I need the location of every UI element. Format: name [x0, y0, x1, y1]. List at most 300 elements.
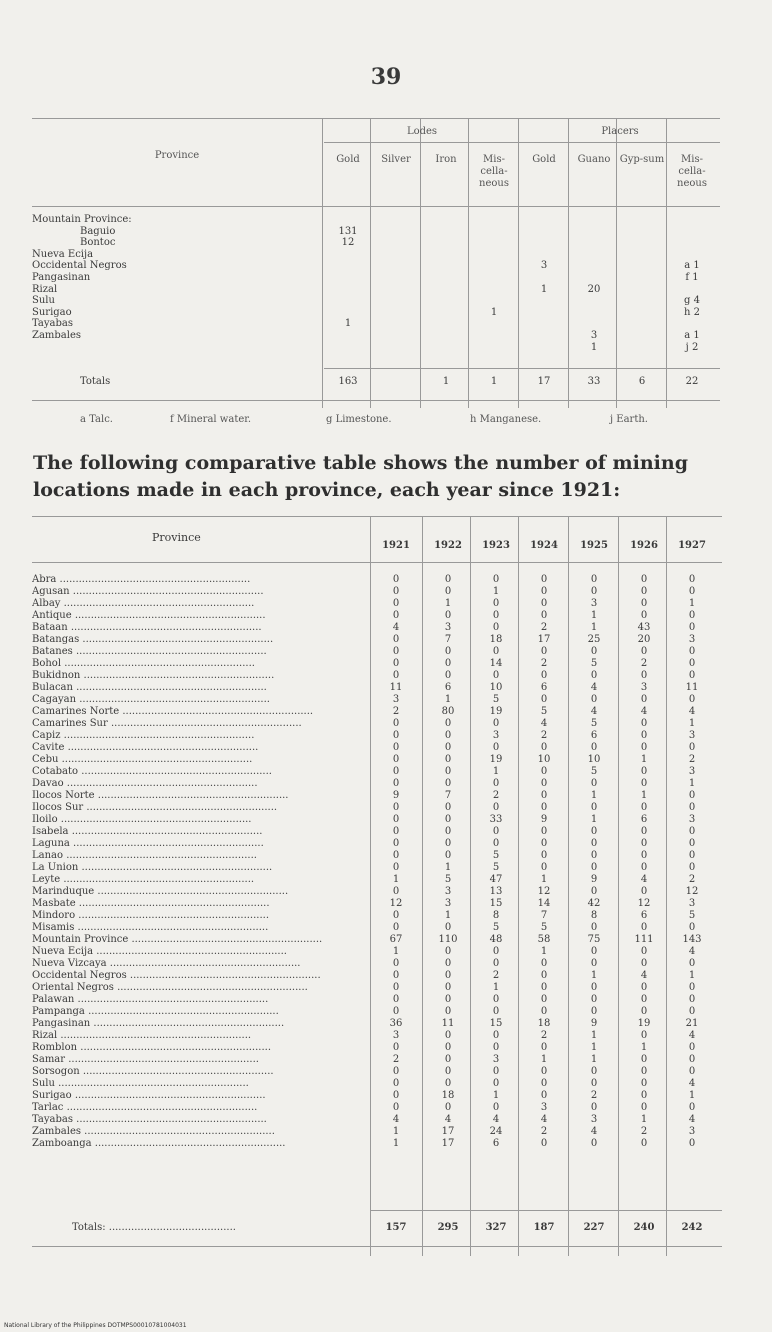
table-cell: 1 — [490, 306, 498, 318]
table-cell: 3 — [444, 622, 452, 633]
table-cell: 0 — [492, 838, 500, 849]
table-cell: 0 — [688, 982, 696, 993]
table-cell: 1 — [392, 1126, 400, 1137]
table-cell: 1 — [540, 1054, 548, 1065]
table-cell: 6 — [640, 814, 648, 825]
province-name: Cebu ............................................................ — [32, 754, 253, 765]
province-name: Zambales — [32, 330, 82, 341]
table-cell: 0 — [392, 1078, 400, 1089]
table-cell: 0 — [688, 658, 696, 669]
table-cell: 0 — [590, 778, 598, 789]
year-header: 1923 — [482, 540, 510, 551]
table-cell: 0 — [444, 994, 452, 1005]
table-cell: 3 — [688, 1126, 696, 1137]
page-number: 39 — [370, 64, 402, 90]
table-cell: 0 — [688, 694, 696, 705]
table-cell: 0 — [492, 802, 500, 813]
column-rule — [422, 516, 423, 1256]
table-cell: 1 — [640, 1042, 648, 1053]
table-cell: 0 — [492, 1102, 500, 1113]
province-name: Zamboanga ............................................................ — [32, 1138, 286, 1149]
table-cell: 0 — [492, 1078, 500, 1089]
table-cell: 0 — [540, 694, 548, 705]
province-name: Mountain Province: — [32, 214, 132, 225]
province-name: Pangasinan — [32, 272, 91, 283]
table-cell: 0 — [444, 1042, 452, 1053]
table-cell: 1 — [590, 790, 598, 801]
table-cell: 0 — [492, 1006, 500, 1017]
table-cell: 1 — [590, 1054, 598, 1065]
table-cell: 0 — [590, 1138, 598, 1149]
province-name: Davao ............................................................ — [32, 778, 258, 789]
table-cell: 0 — [640, 1090, 648, 1101]
table-cell: 0 — [640, 922, 648, 933]
total-cell: 33 — [587, 376, 601, 387]
province-name: Capiz ............................................................ — [32, 730, 255, 741]
table-cell: 1 — [590, 610, 598, 621]
table-cell: 0 — [640, 958, 648, 969]
column-header: Mis-cella-neous — [677, 154, 707, 189]
column-header: Gyp-sum — [619, 154, 665, 165]
table-cell: 0 — [444, 802, 452, 813]
province-name: Romblon ............................................................ — [32, 1042, 271, 1053]
table-cell: 143 — [682, 934, 702, 945]
province-name: Occidental Negros — [32, 260, 127, 272]
table-cell: 2 — [392, 706, 400, 717]
table-cell: 0 — [444, 826, 452, 837]
table-cell: 20 — [587, 283, 601, 295]
table-cell: 47 — [489, 874, 503, 885]
table-cell: 5 — [492, 850, 500, 861]
table-cell: 0 — [640, 886, 648, 897]
table-cell: 0 — [640, 850, 648, 861]
table-cell: 0 — [540, 742, 548, 753]
table-cell: 0 — [640, 946, 648, 957]
table-cell: 0 — [640, 646, 648, 657]
table-cell: 15 — [489, 1018, 503, 1029]
table-cell: 0 — [688, 922, 696, 933]
table-cell: 0 — [640, 1078, 648, 1089]
table-cell: 3 — [688, 814, 696, 825]
table-cell: 1 — [590, 1030, 598, 1041]
subheader-rule — [324, 142, 720, 143]
table-cell: 1 — [688, 598, 696, 609]
table-cell: 1 — [492, 1090, 500, 1101]
table-cell: 0 — [640, 586, 648, 597]
column-rule — [666, 118, 667, 408]
table-cell: 0 — [392, 778, 400, 789]
table-cell: 1 — [590, 814, 598, 825]
table-cell: 0 — [392, 922, 400, 933]
table-cell: 0 — [444, 946, 452, 957]
table-cell: 2 — [590, 1090, 598, 1101]
table-cell: h 2 — [684, 306, 700, 318]
province-name: Masbate ............................................................ — [32, 898, 270, 909]
table-cell: 0 — [688, 610, 696, 621]
table-cell: 6 — [590, 730, 598, 741]
table-cell: 0 — [444, 610, 452, 621]
table-cell: 0 — [640, 718, 648, 729]
table-cell: 0 — [444, 850, 452, 861]
table-cell: 0 — [444, 670, 452, 681]
table-cell: 0 — [688, 790, 696, 801]
table-cell: 1 — [590, 970, 598, 981]
table-cell: 19 — [489, 754, 503, 765]
table-cell: 7 — [444, 790, 452, 801]
total-cell: 327 — [485, 1222, 507, 1233]
table-cell: 0 — [540, 802, 548, 813]
table-cell: 0 — [392, 838, 400, 849]
footnote: j Earth. — [610, 414, 648, 425]
province-name: Tayabas ............................................................ — [32, 1114, 267, 1125]
table-cell: 0 — [640, 694, 648, 705]
table-cell: 4 — [590, 706, 598, 717]
table-cell: 3 — [492, 1054, 500, 1065]
table-cell: 0 — [688, 574, 696, 585]
province-name: Baguio — [80, 225, 116, 237]
table-cell: 6 — [444, 682, 452, 693]
table-cell: 0 — [540, 826, 548, 837]
table-cell: 0 — [392, 718, 400, 729]
table-cell: 4 — [444, 1114, 452, 1125]
table-cell: 43 — [637, 622, 651, 633]
totals-top-rule — [324, 368, 720, 369]
table-cell: 0 — [392, 574, 400, 585]
table-cell: 0 — [444, 1030, 452, 1041]
table-cell: 2 — [540, 622, 548, 633]
table-cell: 0 — [688, 862, 696, 873]
table-cell: 3 — [444, 898, 452, 909]
table-cell: 0 — [492, 646, 500, 657]
year-header: 1926 — [630, 540, 658, 551]
table-cell: 1 — [688, 718, 696, 729]
total-cell: 1 — [490, 376, 498, 387]
table-cell: 5 — [688, 910, 696, 921]
province-name: Batanes ............................................................ — [32, 646, 267, 657]
table-cell: 12 — [637, 898, 651, 909]
column-rule — [618, 516, 619, 1256]
total-cell: 1 — [442, 376, 450, 387]
table-cell: 0 — [590, 694, 598, 705]
table-cell: 18 — [537, 1018, 551, 1029]
total-cell: 187 — [533, 1222, 555, 1233]
province-name: Tarlac ............................................................ — [32, 1102, 258, 1113]
table-cell: 0 — [392, 658, 400, 669]
table-cell: 12 — [341, 237, 355, 249]
table-cell: 3 — [540, 1102, 548, 1113]
table-cell: 0 — [540, 778, 548, 789]
table-cell: 1 — [492, 766, 500, 777]
table-cell: 0 — [688, 802, 696, 813]
table-cell: 131 — [338, 225, 358, 237]
province-name: Zambales ............................................................ — [32, 1126, 275, 1137]
table-cell: 1 — [444, 598, 452, 609]
table-cell: 0 — [444, 1102, 452, 1113]
footnote: g Limestone. — [326, 414, 392, 425]
province-name: Isabela ............................................................ — [32, 826, 263, 837]
table-cell: 2 — [392, 1054, 400, 1065]
table-cell: 0 — [392, 994, 400, 1005]
table-cell: 0 — [540, 970, 548, 981]
province-name: Bukidnon ............................................................ — [32, 670, 275, 681]
table-bottom-rule — [32, 400, 720, 401]
table-cell: 0 — [540, 1138, 548, 1149]
table-cell: 0 — [444, 778, 452, 789]
table-cell: 0 — [590, 826, 598, 837]
table-cell: 4 — [540, 1114, 548, 1125]
table-cell: 11 — [685, 682, 699, 693]
table-cell: 0 — [640, 982, 648, 993]
table-cell: 0 — [688, 958, 696, 969]
province-name: Rizal — [32, 283, 58, 295]
table-cell: 0 — [590, 1066, 598, 1077]
table-cell: 17 — [537, 634, 551, 645]
footnote: a Talc. — [80, 414, 113, 425]
table-cell: 0 — [590, 922, 598, 933]
table-cell: 0 — [392, 646, 400, 657]
table-cell: 0 — [540, 1006, 548, 1017]
table-cell: 0 — [492, 1042, 500, 1053]
table-cell: 0 — [590, 886, 598, 897]
table-cell: 2 — [688, 754, 696, 765]
table-cell: 7 — [444, 634, 452, 645]
table-cell: 6 — [492, 1138, 500, 1149]
table-cell: 0 — [392, 970, 400, 981]
total-cell: 242 — [681, 1222, 703, 1233]
table-cell: 6 — [540, 682, 548, 693]
table-cell: 3 — [392, 694, 400, 705]
column-rule — [666, 516, 667, 1256]
table-cell: 0 — [492, 742, 500, 753]
table-cell: 4 — [688, 1078, 696, 1089]
table-cell: 8 — [590, 910, 598, 921]
table-cell: 0 — [444, 958, 452, 969]
table-cell: 2 — [540, 730, 548, 741]
table-cell: 0 — [540, 646, 548, 657]
table-cell: 0 — [590, 958, 598, 969]
table-cell: 0 — [444, 922, 452, 933]
table-cell: 2 — [540, 1030, 548, 1041]
table-cell: 0 — [540, 670, 548, 681]
table-cell: 0 — [640, 1054, 648, 1065]
placers-header: Placers — [601, 126, 639, 137]
table-cell: 75 — [587, 934, 601, 945]
column-rule — [518, 118, 519, 408]
table-cell: 0 — [444, 658, 452, 669]
province-name: Lanao ............................................................ — [32, 850, 257, 861]
table-cell: 1 — [540, 946, 548, 957]
table-cell: 25 — [587, 634, 601, 645]
table-cell: 48 — [489, 934, 503, 945]
table-cell: 4 — [640, 874, 648, 885]
table-cell: 1 — [688, 1090, 696, 1101]
table-cell: 0 — [688, 838, 696, 849]
province-name: Palawan ............................................................ — [32, 994, 269, 1005]
total-cell: 157 — [385, 1222, 407, 1233]
province-name: Bohol ............................................................ — [32, 658, 255, 669]
table-cell: 5 — [590, 766, 598, 777]
table-cell: 10 — [489, 682, 503, 693]
totals-label: Totals: ........................................ — [72, 1222, 236, 1233]
table-cell: 0 — [492, 778, 500, 789]
table-cell: 0 — [392, 598, 400, 609]
table-cell: 7 — [540, 910, 548, 921]
total-cell: 22 — [685, 376, 699, 387]
table-cell: 0 — [392, 850, 400, 861]
table-cell: 3 — [590, 1114, 598, 1125]
table-cell: 1 — [688, 970, 696, 981]
table-cell: 19 — [489, 706, 503, 717]
column-rule — [568, 118, 569, 408]
table-cell: 80 — [441, 706, 455, 717]
table-cell: 3 — [688, 730, 696, 741]
table-cell: 4 — [590, 1126, 598, 1137]
table-cell: 9 — [590, 1018, 598, 1029]
table-cell: 4 — [688, 706, 696, 717]
table-cell: 0 — [392, 1102, 400, 1113]
table-cell: 0 — [590, 982, 598, 993]
table-cell: 9 — [590, 874, 598, 885]
column-rule — [322, 118, 323, 408]
table-cell: 0 — [492, 958, 500, 969]
table-cell: 0 — [640, 1006, 648, 1017]
table-cell: 0 — [392, 982, 400, 993]
province-name: Sulu ............................................................ — [32, 1078, 249, 1089]
table-cell: 0 — [492, 574, 500, 585]
column-rule — [518, 516, 519, 1256]
table-cell: 0 — [590, 1102, 598, 1113]
province-name: Cagayan ............................................................ — [32, 694, 270, 705]
province-name: Nueva Vizcaya ............................................................ — [32, 958, 301, 969]
table-cell: 0 — [688, 1066, 696, 1077]
table-cell: 0 — [688, 1006, 696, 1017]
table-cell: 0 — [492, 946, 500, 957]
table-cell: 0 — [688, 646, 696, 657]
table-cell: 4 — [640, 970, 648, 981]
table-cell: 0 — [392, 862, 400, 873]
table-cell: 4 — [688, 1030, 696, 1041]
province-name: Misamis ............................................................ — [32, 922, 269, 933]
table-cell: 0 — [590, 574, 598, 585]
table-cell: 5 — [444, 874, 452, 885]
table-cell: 1 — [590, 341, 598, 353]
province-name: Laguna ............................................................ — [32, 838, 264, 849]
table-cell: 5 — [492, 862, 500, 873]
province-header: Province — [152, 532, 201, 544]
table-cell: 8 — [492, 910, 500, 921]
table-cell: 0 — [540, 982, 548, 993]
table-cell: a 1 — [684, 330, 700, 341]
table-cell: 24 — [489, 1126, 503, 1137]
table-cell: 0 — [492, 622, 500, 633]
table-cell: 20 — [637, 634, 651, 645]
table-cell: 0 — [590, 670, 598, 681]
province-name: Nueva Ecija — [32, 248, 94, 260]
table-cell: 4 — [590, 682, 598, 693]
province-name: Batangas ............................................................ — [32, 634, 274, 645]
table-cell: 3 — [392, 1030, 400, 1041]
province-name: Tayabas — [32, 318, 73, 330]
table-cell: 0 — [640, 862, 648, 873]
table-cell: 0 — [444, 766, 452, 777]
table-cell: 0 — [688, 826, 696, 837]
year-header: 1925 — [580, 540, 608, 551]
table-cell: 0 — [640, 826, 648, 837]
table-cell: 0 — [492, 670, 500, 681]
province-name: Oriental Negros ............................................................ — [32, 982, 308, 993]
table-cell: 0 — [540, 1066, 548, 1077]
table-cell: 11 — [441, 1018, 455, 1029]
table-cell: 12 — [685, 886, 699, 897]
table-cell: 0 — [590, 646, 598, 657]
table-cell: 0 — [540, 958, 548, 969]
table-cell: 5 — [590, 658, 598, 669]
table-cell: 19 — [637, 1018, 651, 1029]
table-cell: 0 — [590, 1006, 598, 1017]
table-cell: 0 — [640, 838, 648, 849]
province-name: Albay ............................................................ — [32, 598, 255, 609]
table-cell: a 1 — [684, 260, 700, 272]
table-cell: 3 — [540, 260, 548, 272]
table-cell: 1 — [344, 318, 352, 330]
column-header: Guano — [577, 154, 611, 165]
table-bottom-rule — [32, 1246, 722, 1247]
table-cell: 14 — [489, 658, 503, 669]
table-cell: 42 — [587, 898, 601, 909]
table-cell: 0 — [590, 850, 598, 861]
table-cell: 0 — [444, 1054, 452, 1065]
table-cell: 4 — [492, 1114, 500, 1125]
table-cell: 0 — [640, 1138, 648, 1149]
province-name: Occidental Negros ............................................................ — [32, 970, 321, 981]
table-cell: 0 — [392, 802, 400, 813]
table-cell: 0 — [590, 946, 598, 957]
province-name: Marinduque ............................................................ — [32, 886, 289, 897]
province-name: Nueva Ecija ............................................................ — [32, 946, 287, 957]
table-cell: 0 — [492, 598, 500, 609]
table-cell: 2 — [540, 1126, 548, 1137]
table-cell: 0 — [392, 742, 400, 753]
table-cell: 0 — [590, 862, 598, 873]
table-cell: 1 — [444, 694, 452, 705]
column-header: Silver — [381, 154, 411, 165]
table-cell: 0 — [444, 742, 452, 753]
province-name: Bontoc — [80, 237, 116, 249]
column-header: Gold — [336, 154, 360, 165]
table-cell: 0 — [392, 754, 400, 765]
table-cell: 3 — [590, 598, 598, 609]
table-cell: 0 — [444, 754, 452, 765]
table-cell: 0 — [392, 1090, 400, 1101]
year-header: 1921 — [382, 540, 410, 551]
table-cell: 1 — [392, 1138, 400, 1149]
table-cell: 0 — [540, 1078, 548, 1089]
province-name: Leyte ............................................................ — [32, 874, 255, 885]
table-cell: 58 — [537, 934, 551, 945]
table-cell: 0 — [540, 766, 548, 777]
table-cell: 0 — [540, 850, 548, 861]
column-header: Iron — [435, 154, 457, 165]
table-cell: 1 — [590, 622, 598, 633]
year-header: 1924 — [530, 540, 558, 551]
table-cell: g 4 — [684, 295, 700, 307]
province-name: Ilocos Sur ............................................................ — [32, 802, 278, 813]
table-cell: 0 — [688, 622, 696, 633]
province-name: Cotabato ............................................................ — [32, 766, 272, 777]
table-cell: 3 — [688, 898, 696, 909]
table-cell: 0 — [590, 838, 598, 849]
province-name: La Union ............................................................ — [32, 862, 273, 873]
